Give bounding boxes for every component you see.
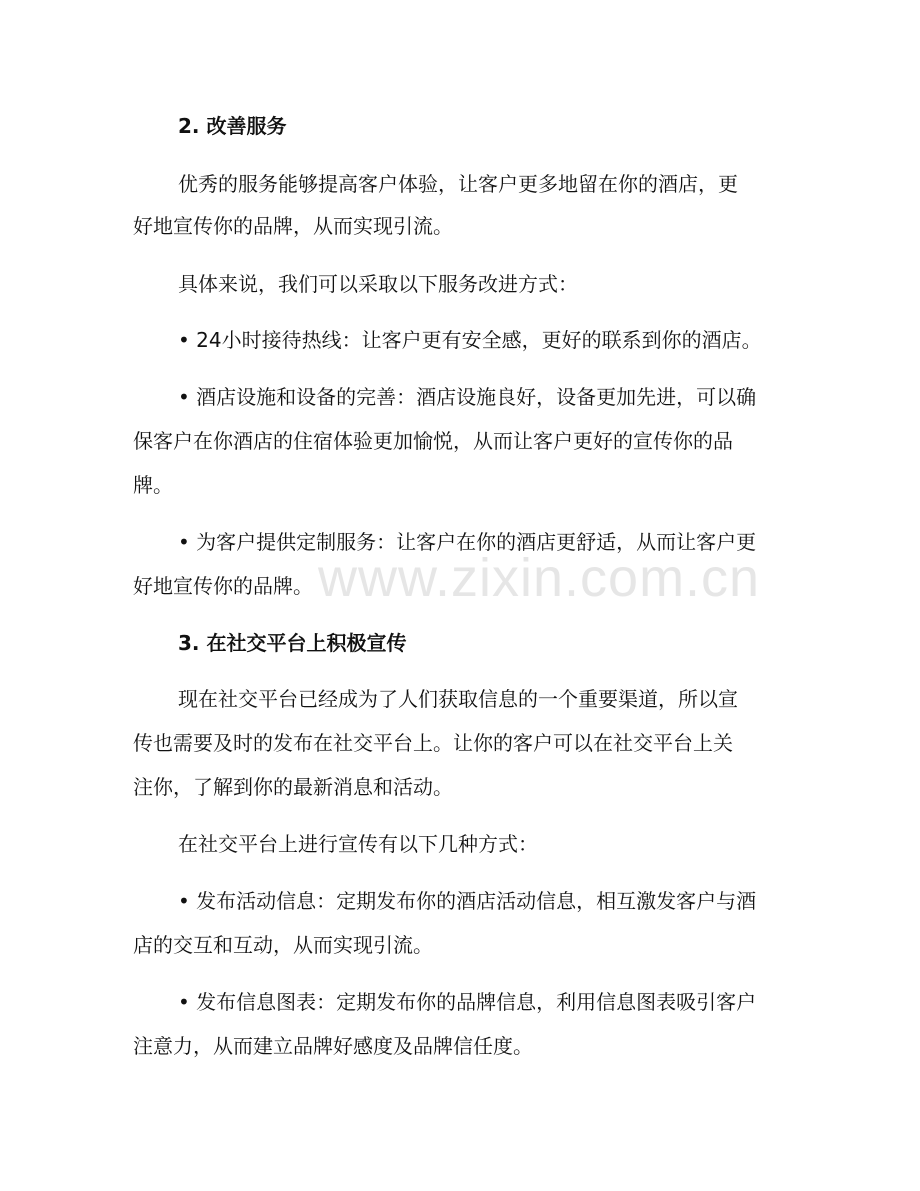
section-heading-2: 2. 改善服务 bbox=[178, 114, 287, 138]
paragraph-line: 好地宣传你的品牌，从而实现引流。 bbox=[133, 214, 453, 238]
paragraph-line: 具体来说，我们可以采取以下服务改进方式： bbox=[178, 272, 578, 296]
paragraph-line: 好地宣传你的品牌。 bbox=[133, 574, 313, 598]
paragraph-line: 优秀的服务能够提高客户体验，让客户更多地留在你的酒店，更 bbox=[178, 172, 738, 196]
paragraph-line: 注你，了解到你的最新消息和活动。 bbox=[133, 775, 453, 799]
paragraph-line: 保客户在你酒店的住宿体验更加愉悦，从而让客户更好的宣传你的品 bbox=[133, 429, 733, 453]
paragraph-line: 注意力，从而建立品牌好感度及品牌信任度。 bbox=[133, 1034, 533, 1058]
bullet-item: • 24小时接待热线：让客户更有安全感，更好的联系到你的酒店。 bbox=[178, 328, 762, 352]
section-heading-3: 3. 在社交平台上积极宣传 bbox=[178, 631, 407, 655]
bullet-item: • 发布信息图表：定期发布你的品牌信息，利用信息图表吸引客户 bbox=[178, 990, 757, 1014]
paragraph-line: 传也需要及时的发布在社交平台上。让你的客户可以在社交平台上关 bbox=[133, 731, 733, 755]
bullet-item: • 发布活动信息：定期发布你的酒店活动信息，相互激发客户与酒 bbox=[178, 889, 757, 913]
paragraph-line: 现在社交平台已经成为了人们获取信息的一个重要渠道，所以宣 bbox=[178, 687, 738, 711]
bullet-item: • 酒店设施和设备的完善：酒店设施良好，设备更加先进，可以确 bbox=[178, 385, 757, 409]
bullet-item: • 为客户提供定制服务：让客户在你的酒店更舒适，从而让客户更 bbox=[178, 530, 757, 554]
paragraph-line: 牌。 bbox=[133, 473, 173, 497]
watermark: www.zixin.com.cn bbox=[318, 548, 761, 608]
paragraph-line: 店的交互和互动，从而实现引流。 bbox=[133, 933, 433, 957]
paragraph-line: 在社交平台上进行宣传有以下几种方式： bbox=[178, 832, 538, 856]
